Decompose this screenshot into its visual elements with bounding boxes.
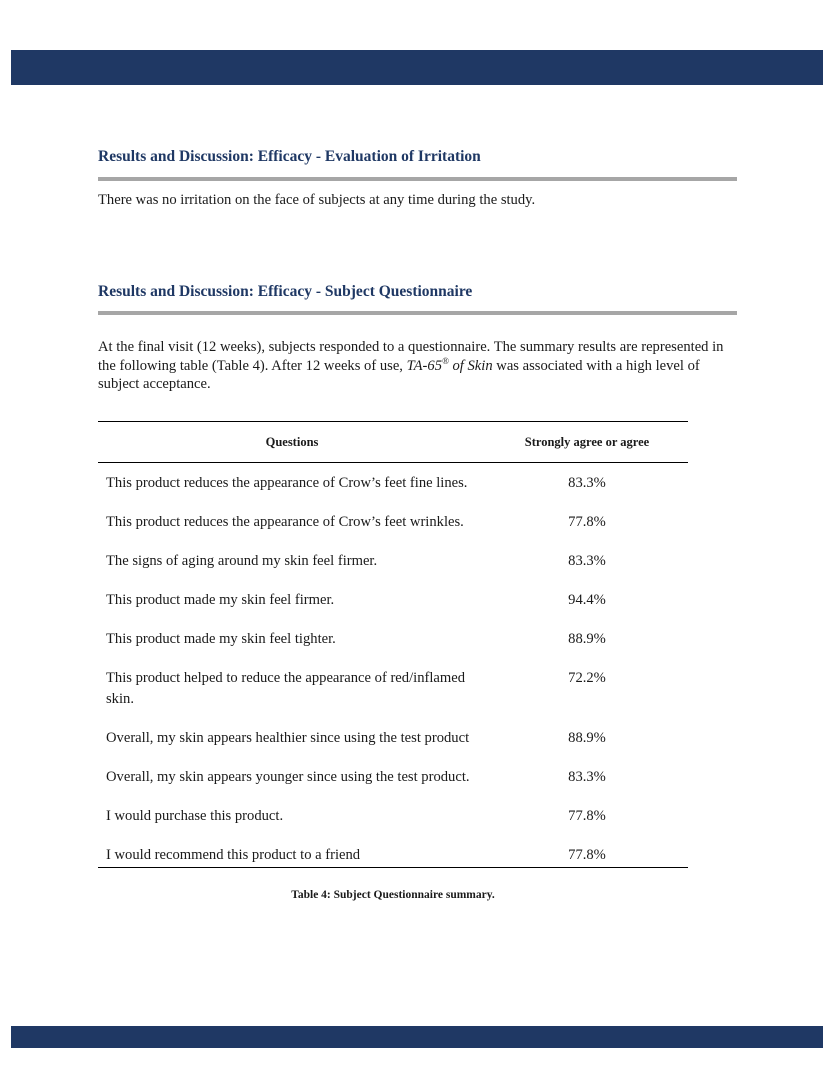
column-header-agree: Strongly agree or agree xyxy=(486,422,688,463)
question-cell: I would purchase this product. xyxy=(106,808,284,824)
questionnaire-text-part2: was associated with a high level of subject acceptance. xyxy=(98,357,700,392)
table-row xyxy=(98,835,688,868)
question-cell: This product helped to reduce the appearance of red/inflamed skin. xyxy=(106,670,466,707)
footer-banner xyxy=(11,1026,823,1048)
percentage-cell: 77.8% xyxy=(568,514,606,530)
table-header-row xyxy=(98,422,688,463)
percentage-cell: 83.3% xyxy=(568,475,606,491)
question-cell: The signs of aging around my skin feel firmer. xyxy=(106,553,378,569)
percentage-cell: 72.2% xyxy=(568,670,606,686)
questionnaire-section-divider xyxy=(98,311,737,315)
percentage-cell: 83.3% xyxy=(568,553,606,569)
registered-mark: ® xyxy=(442,355,449,366)
column-header-questions: Questions xyxy=(98,422,486,463)
questionnaire-text-part1: At the final visit (12 weeks), subjects responded to a questionnaire. The summary results are represented in the following table (Table 4). After 12 weeks of use, xyxy=(98,339,724,374)
question-cell: This product made my skin feel firmer. xyxy=(106,592,335,608)
percentage-cell: 77.8% xyxy=(568,808,606,824)
table-row xyxy=(98,541,688,580)
table-row xyxy=(98,718,688,757)
irritation-section-text: There was no irritation on the face of subjects at any time during the study. xyxy=(98,192,536,208)
percentage-cell: 94.4% xyxy=(568,592,606,608)
table-row xyxy=(98,658,688,718)
percentage-cell: 77.8% xyxy=(486,835,688,868)
percentage-cell: 88.9% xyxy=(568,631,606,647)
irritation-section-heading: Results and Discussion: Efficacy - Evaluation of Irritation xyxy=(98,148,481,165)
header-banner xyxy=(11,50,823,85)
question-cell: This product reduces the appearance of Crow’s feet wrinkles. xyxy=(106,514,464,530)
table-caption: Table 4: Subject Questionnaire summary. xyxy=(291,889,495,901)
questionnaire-section-heading: Results and Discussion: Efficacy - Subject Questionnaire xyxy=(98,283,473,300)
questionnaire-table xyxy=(98,421,688,868)
question-cell: Overall, my skin appears healthier since using the test product xyxy=(106,730,470,746)
table-row xyxy=(98,619,688,658)
question-cell: This product made my skin feel tighter. xyxy=(106,631,336,647)
table-row xyxy=(98,580,688,619)
percentage-cell: 88.9% xyxy=(568,730,606,746)
percentage-cell: 83.3% xyxy=(568,769,606,785)
table-row xyxy=(98,502,688,541)
question-cell: Overall, my skin appears younger since using the test product. xyxy=(106,769,470,785)
question-cell: I would recommend this product to a friend xyxy=(98,835,486,868)
product-name: TA-65® of Skin xyxy=(406,355,493,374)
question-cell: This product reduces the appearance of Crow’s feet fine lines. xyxy=(106,475,468,491)
table-row xyxy=(98,463,688,503)
questionnaire-section-text xyxy=(98,338,743,394)
table-row xyxy=(98,796,688,835)
irritation-section-divider xyxy=(98,177,737,181)
table-row xyxy=(98,757,688,796)
